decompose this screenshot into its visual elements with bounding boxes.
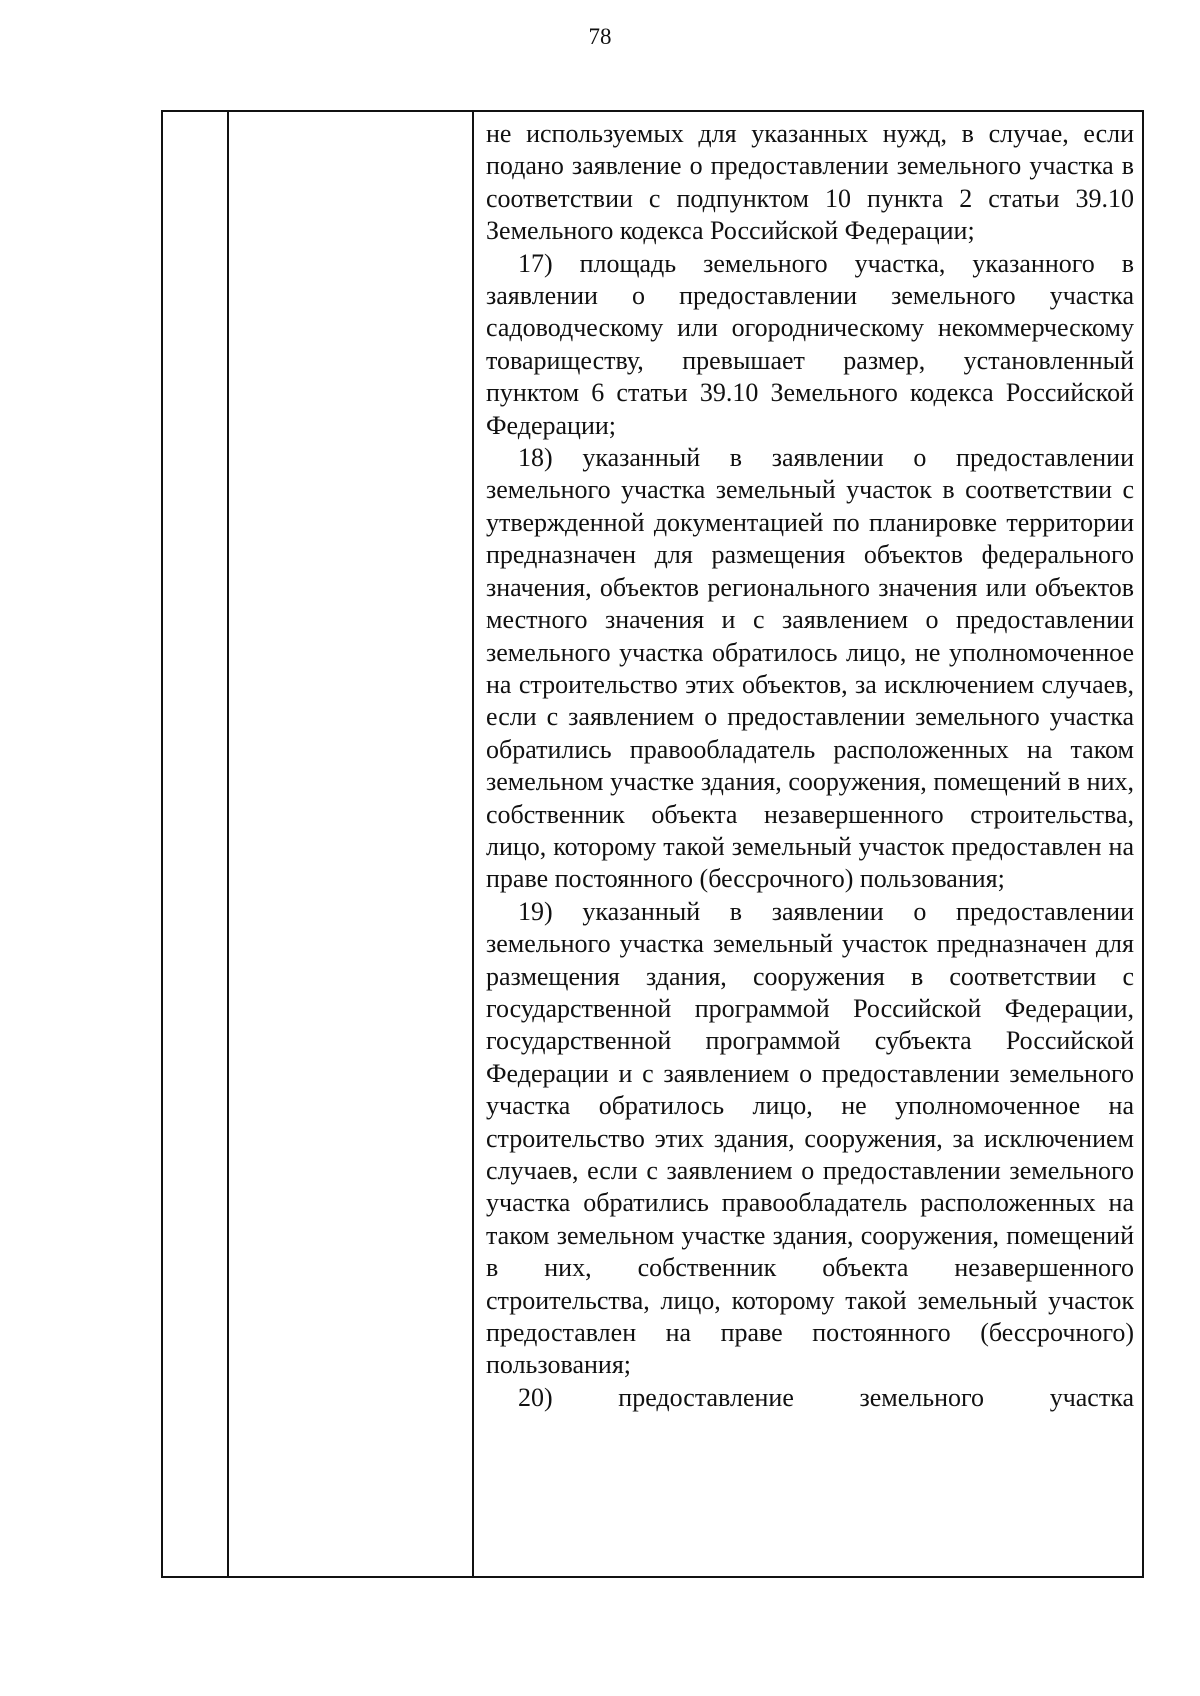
document-table: [161, 110, 1144, 1578]
paragraph-item-20: 20) предоставление земельного участка: [518, 1382, 1134, 1412]
table-column-content: [474, 112, 1142, 1576]
paragraph-item-18: 18) указанный в заявлении о предоставлении земельного участка земельный участок в соответствии с утвержденной документацией по планировке территории предназначен для размещения объектов федерального значения, объектов регионального значения или объектов местного значения и с заявлением о предоставлении земельного участка обратилось лицо, не уполномоченное на строительство этих объектов, за исключением случаев, если с заявлением о предоставлении земельного участка обратились правообладатель расположенных на таком земельном участке здания, сооружения, помещений в них, собственник объекта незавершенного строительства, лицо, которому такой земельный участок предоставлен на праве постоянного (бессрочного) пользования;: [486, 443, 1134, 894]
paragraph-continuation: не используемых для указанных нужд, в случае, если подано заявление о предоставлении земельного участка в соответствии с подпунктом 10 пункта 2 статьи 39.10 Земельного кодекса Российской Федерации;: [486, 119, 1134, 246]
table-column-number: [163, 112, 229, 1576]
page-number: 78: [588, 24, 612, 49]
paragraph-item-19: 19) указанный в заявлении о предоставлении земельного участка земельный участок предназначен для размещения здания, сооружения в соответствии с государственной программой Российской Федерации, государственной программой субъекта Российской Федерации и с заявлением о предоставлении земельного участка обратилось лицо, не уполномоченное на строительство этих здания, сооружения, за исключением случаев, если с заявлением о предоставлении земельного участка обратились правообладатель расположенных на таком земельном участке здания, сооружения, помещений в них, собственник объекта незавершенного строительства, лицо, которому такой земельный участок предоставлен на праве постоянного (бессрочного) пользования;: [486, 896, 1134, 1380]
paragraph-item-17: 17) площадь земельного участка, указанного в заявлении о предоставлении земельного участка садоводческому или огородническому некоммерческому товариществу, превышает размер, установленный пунктом 6 статьи 39.10 Земельного кодекса Российской Федерации;: [486, 248, 1134, 440]
content-text: [486, 118, 1134, 1414]
table-column-name: [229, 112, 474, 1576]
